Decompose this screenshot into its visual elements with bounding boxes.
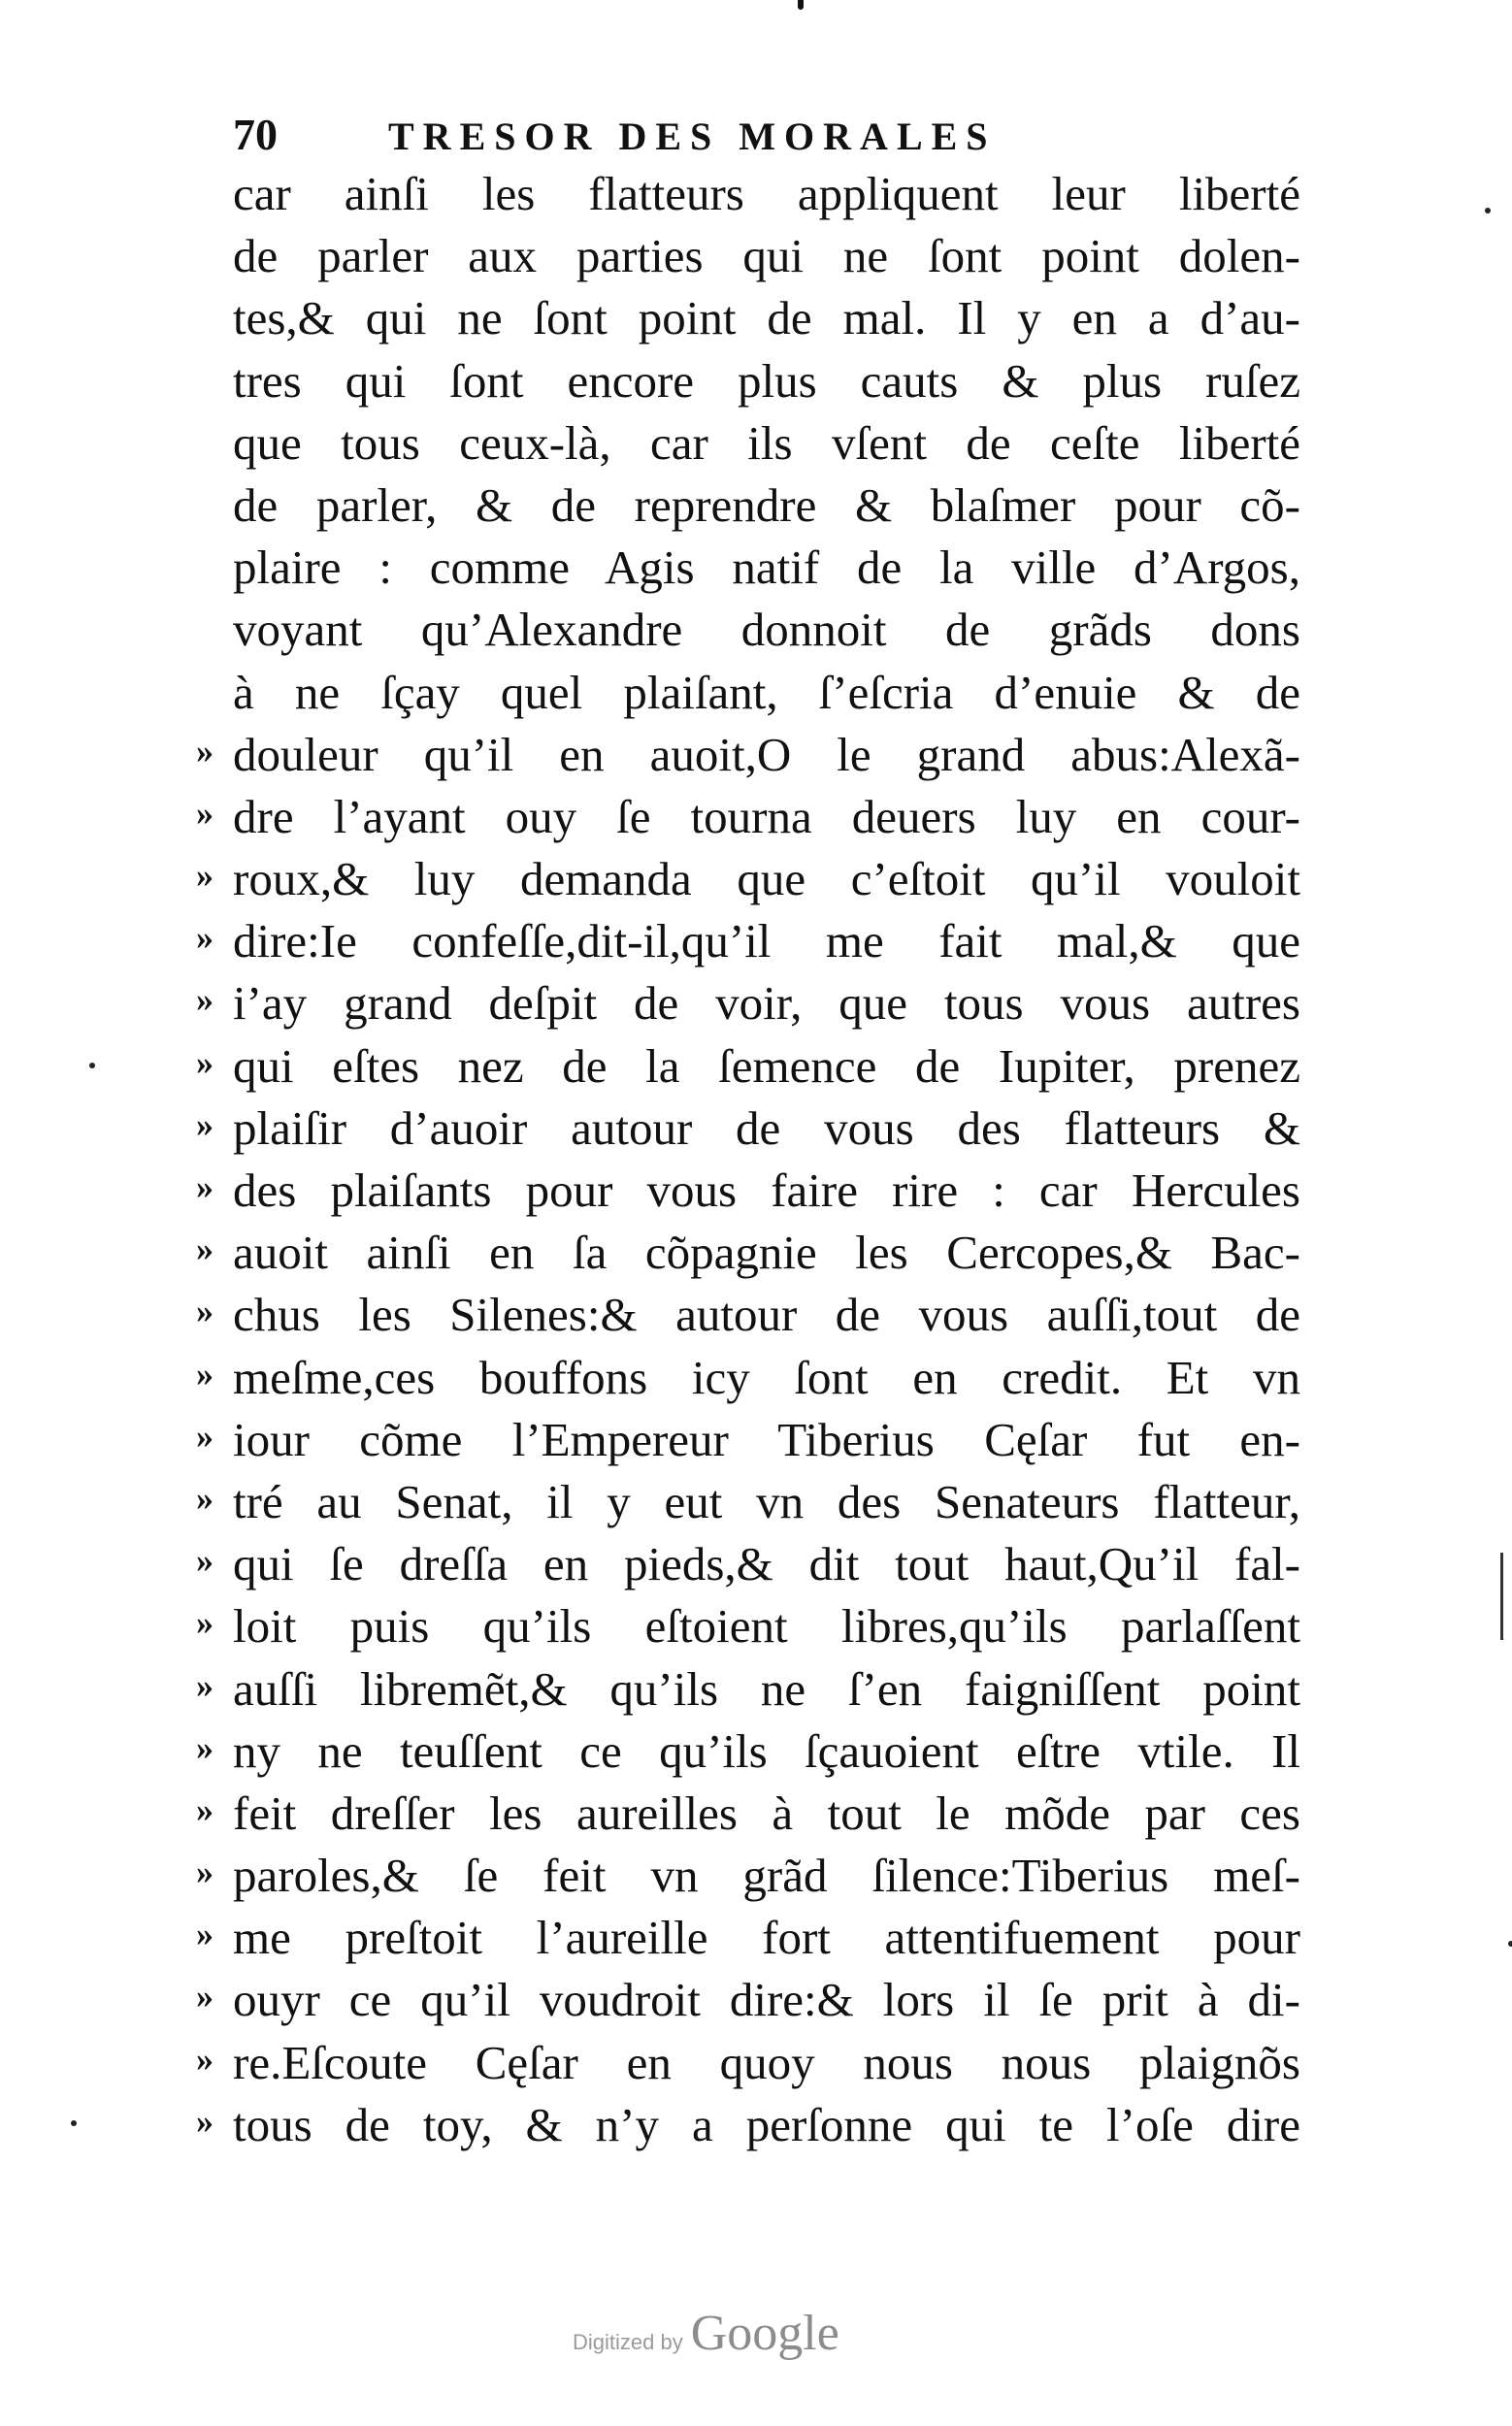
margin-dot [1485, 208, 1491, 213]
quotation-mark: » [196, 1042, 214, 1082]
text-line [196, 724, 1320, 786]
line-text: plaiſir d’auoir autour de vous des flatteurs & [233, 1100, 1300, 1155]
line-text: ny ne teuſſent ce qu’ils ſçauoient eſtre vtile. Il [233, 1723, 1300, 1778]
line-text: tous de toy, & n’y a perſonne qui te l’oſe dire [233, 2097, 1300, 2151]
text-line [233, 163, 1320, 225]
quotation-mark: » [196, 1229, 214, 1269]
margin-dot [89, 1063, 95, 1068]
quotation-mark: » [196, 1727, 214, 1767]
line-text: me preſtoit l’aureille fort attentifuement pour [233, 1911, 1300, 1965]
line-text: dre l’ayant ouy ſe tourna deuers luy en cour- [233, 789, 1300, 843]
text-line [233, 537, 1320, 599]
line-text: ouyr ce qu’il voudroit dire:& lors il ſe prit à di- [233, 1973, 1300, 2027]
digitized-by-label: Digitized by [573, 2330, 683, 2354]
text-line [196, 1098, 1320, 1160]
text-line [196, 1533, 1320, 1595]
line-text: chus les Silenes:& autour de vous auſſi,tout de [233, 1288, 1300, 1342]
digitized-watermark [573, 2305, 961, 2373]
text-line [233, 225, 1320, 287]
quotation-mark: » [196, 1665, 214, 1705]
text-line [196, 1783, 1320, 1845]
quotation-mark: » [196, 731, 214, 770]
line-text: re.Eſcoute Cęſar en quoy nous nous plaignõs [233, 2035, 1300, 2089]
text-line [196, 1222, 1320, 1284]
line-text: auoit ainſi en ſa cõpagnie les Cercopes,& Bac- [233, 1226, 1300, 1280]
line-text: tes,& qui ne ſont point de mal. Il y en a d’au- [233, 291, 1300, 345]
line-text: auſſi libremẽt,& qu’ils ne ſ’en faigniſſent point [233, 1661, 1300, 1716]
quotation-mark: » [196, 1852, 214, 1892]
text-line [233, 287, 1320, 349]
text-line [196, 1471, 1320, 1533]
margin-dot [71, 2120, 77, 2126]
line-text: qui ſe dreſſa en pieds,& dit tout haut,Qu’il fal- [233, 1537, 1300, 1591]
quotation-mark: » [196, 918, 214, 958]
line-text: à ne ſçay quel plaiſant, ſ’eſcria d’enuie & de [233, 665, 1300, 719]
text-line [196, 972, 1320, 1034]
line-text: roux,& luy demanda que c’eſtoit qu’il vouloit [233, 852, 1300, 906]
line-text: tré au Senat, il y eut vn des Senateurs flatteur, [233, 1474, 1300, 1528]
line-text: qui eſtes nez de la ſemence de Iupiter, prenez [233, 1038, 1300, 1093]
line-text: tres qui ſont encore plus cauts & plus ruſez [233, 353, 1300, 408]
line-text: iour cõme l’Empereur Tiberius Cęſar fut en- [233, 1412, 1300, 1466]
running-head [233, 109, 1203, 167]
quotation-mark: » [196, 2101, 214, 2141]
text-line [196, 2094, 1320, 2156]
text-line [196, 1409, 1320, 1471]
text-line [196, 786, 1320, 848]
quotation-mark: » [196, 980, 214, 1020]
line-text: douleur qu’il en auoit,O le grand abus:Alexã- [233, 727, 1300, 781]
quotation-mark: » [196, 1104, 214, 1144]
quotation-mark: » [196, 1416, 214, 1456]
quotation-mark: » [196, 1292, 214, 1331]
quotation-mark: » [196, 2039, 214, 2079]
line-text: de parler, & de reprendre & blaſmer pour cõ- [233, 477, 1300, 532]
line-text: dire:Ie confeſſe,dit-il,qu’il me fait mal,& que [233, 914, 1300, 968]
margin-dot [1508, 1941, 1512, 1947]
line-text: i’ay grand deſpit de voir, que tous vous autres [233, 976, 1300, 1031]
text-line [196, 1845, 1320, 1907]
quotation-mark: » [196, 1354, 214, 1393]
line-text: de parler aux parties qui ne ſont point dolen- [233, 229, 1300, 283]
line-text: que tous ceux-là, car ils vſent de ceſte liberté [233, 415, 1300, 470]
text-line [233, 412, 1320, 475]
quotation-mark: » [196, 793, 214, 833]
body-text [196, 163, 1320, 2156]
text-line [196, 1160, 1320, 1222]
line-text: loit puis qu’ils eſtoient libres,qu’ils parlaſſent [233, 1599, 1300, 1654]
text-line [196, 1907, 1320, 1969]
text-line [196, 1284, 1320, 1346]
quotation-mark: » [196, 1541, 214, 1581]
quotation-mark: » [196, 856, 214, 896]
text-line [196, 848, 1320, 910]
text-line [233, 662, 1320, 724]
text-line [196, 1595, 1320, 1657]
line-text: des plaiſants pour vous faire rire : car Hercules [233, 1164, 1300, 1217]
google-logo: Google [690, 2306, 839, 2361]
text-line [196, 1721, 1320, 1783]
text-line [196, 2032, 1320, 2094]
line-text: voyant qu’Alexandre donnoit de grãds dons [233, 603, 1300, 657]
quotation-mark: » [196, 1789, 214, 1829]
text-line [196, 1035, 1320, 1098]
line-text: plaire : comme Agis natif de la ville d’Argos, [233, 541, 1300, 595]
line-text: paroles,& ſe feit vn grãd ſilence:Tiberius meſ- [233, 1849, 1300, 1903]
page-number: 70 [233, 110, 278, 159]
line-text: car ainſi les flatteurs appliquent leur liberté [233, 167, 1300, 220]
quotation-mark: » [196, 1915, 214, 1954]
text-line [196, 1658, 1320, 1721]
quotation-mark: » [196, 1167, 214, 1206]
text-line [233, 599, 1320, 661]
line-text: meſme,ces bouffons icy ſont en credit. Et vn [233, 1350, 1300, 1404]
text-line [196, 1347, 1320, 1409]
quotation-mark: » [196, 1603, 214, 1643]
text-line [233, 350, 1320, 412]
margin-bar [1500, 1553, 1503, 1640]
running-title: TRESOR DES MORALES [388, 115, 997, 158]
quotation-mark: » [196, 1977, 214, 2016]
page-top-mark [798, 0, 804, 10]
quotation-mark: » [196, 1478, 214, 1518]
text-line [233, 475, 1320, 537]
line-text: feit dreſſer les aureilles à tout le mõde par ces [233, 1786, 1300, 1840]
text-line [196, 910, 1320, 972]
text-line [196, 1969, 1320, 2031]
